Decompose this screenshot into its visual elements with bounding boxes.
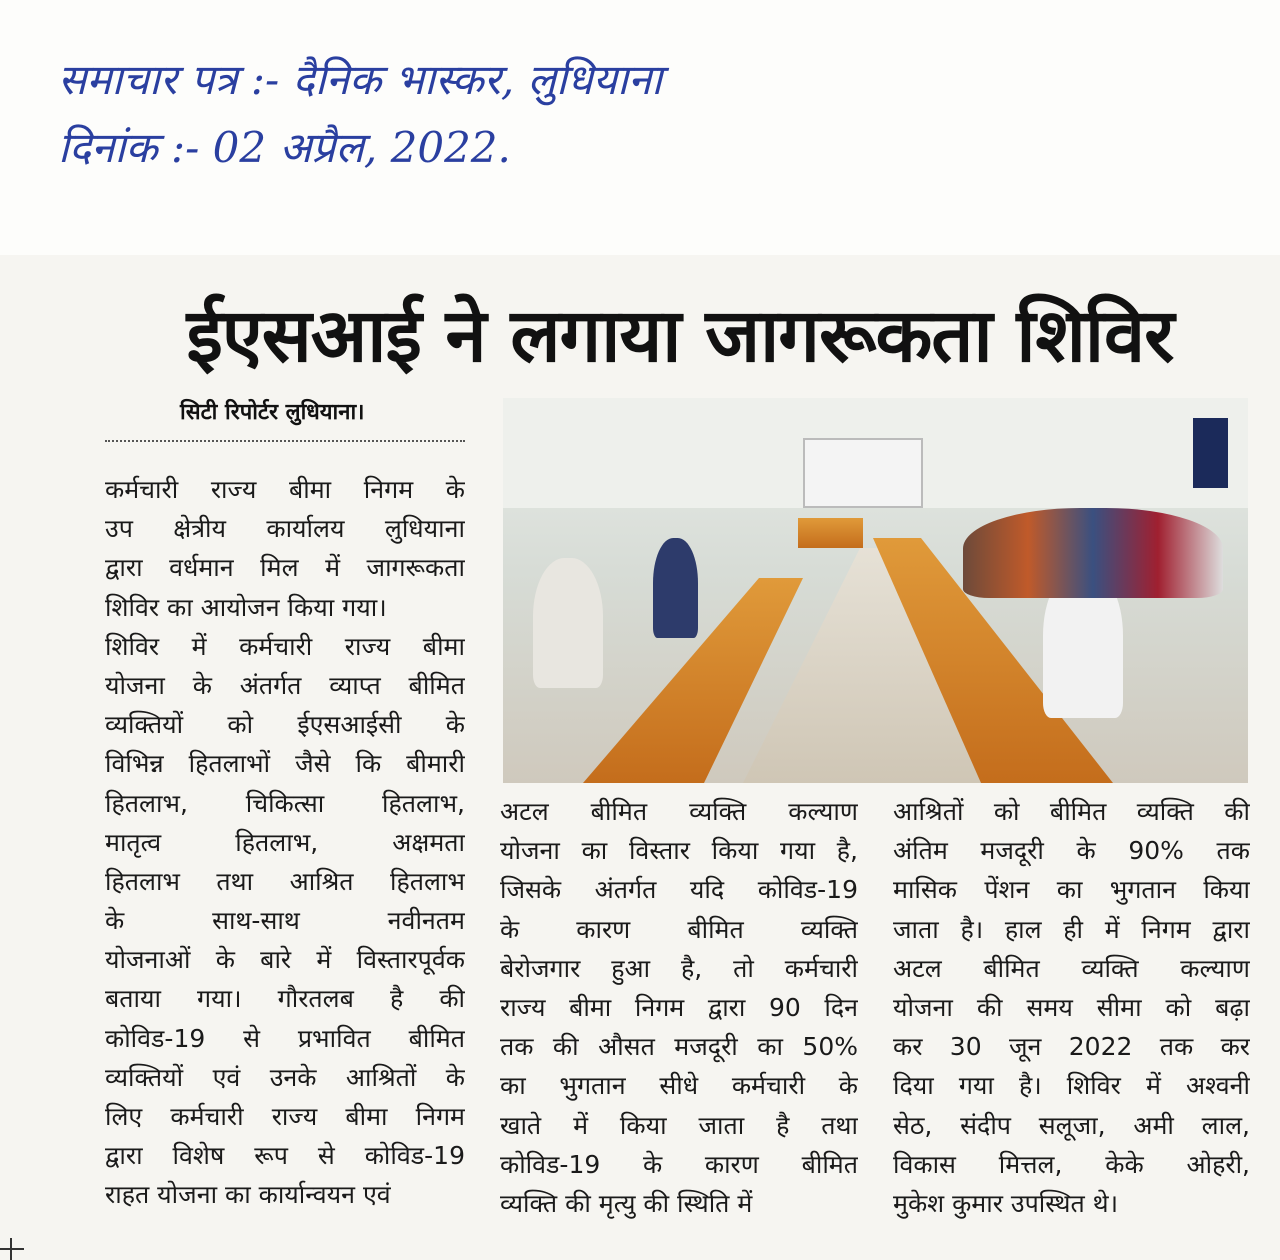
text-line: सेठ, संदीप सलूजा, अमी लाल, <box>893 1110 1250 1140</box>
text-line: जाता है। हाल ही में निगम द्वारा <box>893 914 1250 944</box>
text-line: द्वारा विशेष रूप से कोविड-19 <box>105 1141 465 1171</box>
text-line: कर 30 जून 2022 तक कर <box>893 1032 1250 1062</box>
text-line: अंतिम मजदूरी के 90% तक <box>893 836 1250 866</box>
handwritten-date: दिनांक :- 02 अप्रैल, 2022. <box>58 123 511 172</box>
text-line: तक की औसत मजदूरी का 50% <box>500 1032 858 1062</box>
text-line: दिया गया है। शिविर में अश्वनी <box>893 1071 1250 1101</box>
text-line: हितलाभ, चिकित्सा हितलाभ, <box>105 788 465 818</box>
event-photo <box>503 398 1248 783</box>
text-line: कोविड-19 से प्रभावित बीमित <box>105 1023 465 1053</box>
text-line: मासिक पेंशन का भुगतान किया <box>893 875 1250 905</box>
handwritten-source: समाचार पत्र :- दैनिक भास्कर, लुधियाना <box>58 55 663 104</box>
text-line: अटल बीमित व्यक्ति कल्याण <box>893 953 1250 983</box>
text-line: का भुगतान सीधे कर्मचारी के <box>500 1071 858 1101</box>
text-line: आश्रितों को बीमित व्यक्ति की <box>893 797 1250 826</box>
text-line: अटल बीमित व्यक्ति कल्याण <box>500 797 858 826</box>
text-line: हितलाभ तथा आश्रित हितलाभ <box>105 866 465 896</box>
text-line: मुकेश कुमार उपस्थित थे। <box>893 1188 1119 1218</box>
text-line: जिसके अंतर्गत यदि कोविड-19 <box>500 875 858 905</box>
text-line: उप क्षेत्रीय कार्यालय लुधियाना <box>105 514 465 544</box>
article-column-2 <box>500 792 858 1223</box>
text-line: राज्य बीमा निगम द्वारा 90 दिन <box>500 992 858 1022</box>
text-line: लिए कर्मचारी राज्य बीमा निगम <box>105 1102 465 1131</box>
headline: ईएसआई ने लगाया जागरूकता शिविर <box>186 293 1174 379</box>
text-line: योजना की समय सीमा को बढ़ा <box>893 992 1250 1022</box>
byline: सिटी रिपोर्टर लुधियाना। <box>180 400 365 425</box>
text-line: मातृत्व हितलाभ, अक्षमता <box>105 827 465 857</box>
text-line: योजना के अंतर्गत व्याप्त बीमित <box>105 670 465 700</box>
text-line: द्वारा वर्धमान मिल में जागरूकता <box>105 553 465 583</box>
text-line: बताया गया। गौरतलब है की <box>105 984 465 1014</box>
divider <box>105 440 465 442</box>
crop-mark <box>0 1248 24 1250</box>
text-line: शिविर में कर्मचारी राज्य बीमा <box>105 631 465 661</box>
text-line: कर्मचारी राज्य बीमा निगम के <box>105 475 465 504</box>
article-column-1 <box>105 470 465 1215</box>
text-line: कोविड-19 के कारण बीमित <box>500 1149 858 1179</box>
text-line: राहत योजना का कार्यान्वयन एवं <box>105 1180 391 1210</box>
text-line: बेरोजगार हुआ है, तो कर्मचारी <box>500 953 858 983</box>
article-column-3 <box>893 792 1250 1223</box>
text-line: के साथ-साथ नवीनतम <box>105 906 465 936</box>
text-line: विभिन्न हितलाभों जैसे कि बीमारी <box>105 749 465 779</box>
text-line: विकास मित्तल, केके ओहरी, <box>893 1149 1250 1179</box>
text-line: योजना का विस्तार किया गया है, <box>500 836 858 866</box>
text-line: व्यक्तियों को ईएसआईसी के <box>105 710 465 740</box>
text-line: के कारण बीमित व्यक्ति <box>500 914 858 944</box>
text-line: व्यक्ति की मृत्यु की स्थिति में <box>500 1188 753 1218</box>
text-line: व्यक्तियों एवं उनके आश्रितों के <box>105 1062 465 1092</box>
crop-mark <box>10 1238 12 1260</box>
text-line: योजनाओं के बारे में विस्तारपूर्वक <box>105 945 465 975</box>
text-line: खाते में किया जाता है तथा <box>500 1110 858 1140</box>
text-line: शिविर का आयोजन किया गया। <box>105 592 387 622</box>
